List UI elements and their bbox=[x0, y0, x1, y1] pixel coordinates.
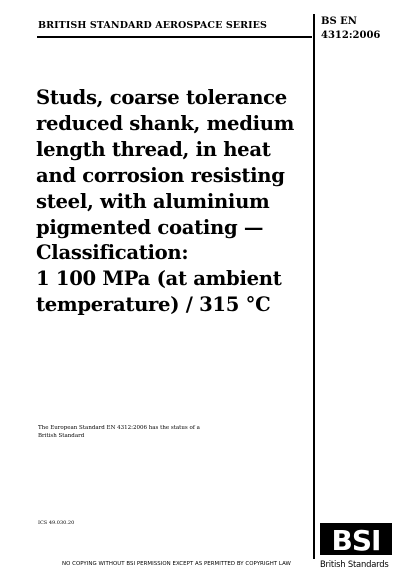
title-line: steel, with aluminium bbox=[36, 189, 270, 213]
status-note-line: British Standard bbox=[38, 433, 85, 439]
vertical-rule bbox=[313, 14, 315, 559]
status-note-line: The European Standard EN 4312:2006 has the status of a bbox=[38, 425, 200, 431]
title-line: Studs, coarse tolerance bbox=[36, 86, 287, 109]
title-line: reduced shank, medium bbox=[36, 111, 295, 135]
title-line: length thread, in heat bbox=[36, 137, 271, 161]
standard-number bbox=[321, 15, 380, 43]
title-line: Classification: bbox=[36, 241, 189, 265]
title-line: and corrosion resisting bbox=[36, 163, 285, 187]
bsi-logo-text: BSI bbox=[331, 524, 381, 557]
bsi-logo bbox=[320, 521, 404, 573]
standard-number-prefix: BS EN bbox=[321, 16, 357, 27]
ics-code: ICS 49.030.20 bbox=[38, 520, 75, 526]
standard-number-value: 4312:2006 bbox=[321, 30, 381, 41]
status-note bbox=[38, 424, 200, 440]
header-rule bbox=[37, 36, 312, 38]
bsi-tagline: British Standards bbox=[320, 559, 389, 569]
series-label: BRITISH STANDARD AEROSPACE SERIES bbox=[38, 20, 267, 31]
title-line: temperature) / 315 °C bbox=[36, 293, 271, 317]
title-line: 1 100 MPa (at ambient bbox=[36, 267, 282, 291]
title-line: pigmented coating — bbox=[36, 215, 264, 239]
document-title bbox=[36, 85, 311, 318]
copyright-notice: NO COPYING WITHOUT BSI PERMISSION EXCEPT AS PERMITTED BY COPYRIGHT LAW bbox=[62, 561, 291, 567]
bsi-logo-mark bbox=[320, 521, 392, 557]
